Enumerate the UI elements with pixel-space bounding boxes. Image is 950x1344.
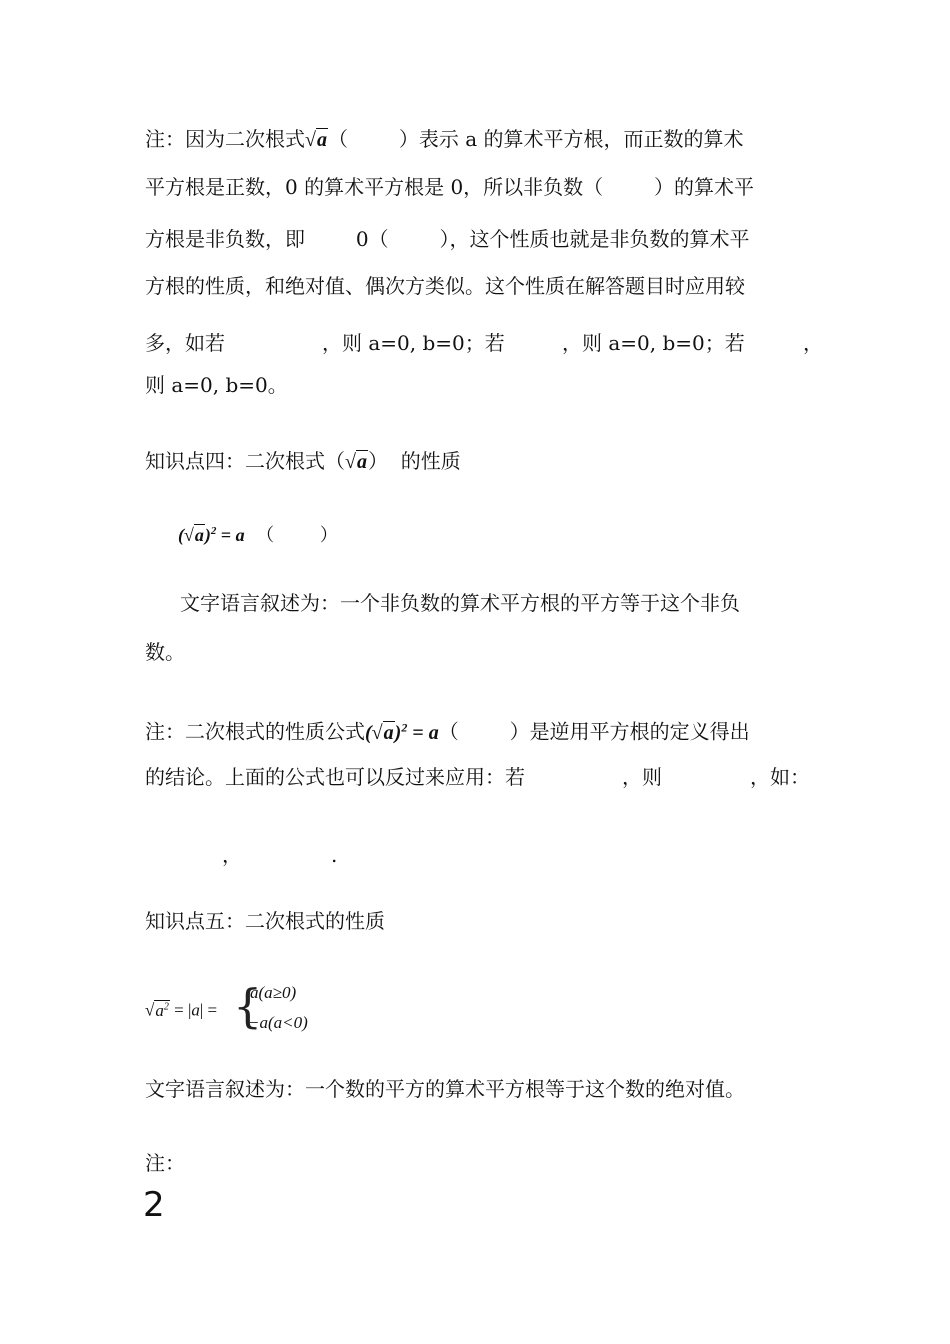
point5-desc: 文字语言叙述为：一个数的平方的算术平方根等于这个数的绝对值。 xyxy=(145,1077,745,1101)
point4-desc-line1: 文字语言叙述为：一个非负数的算术平方根的平方等于这个非负 xyxy=(180,591,740,615)
point4-heading: 知识点四：二次根式（√a） 的性质 xyxy=(145,449,461,473)
piecewise-case1: a(a≥0) xyxy=(250,983,297,1002)
note1-line1: 注：因为二次根式√a（ ）表示 a 的算术平方根，而正数的算术 xyxy=(145,127,744,151)
note1-line5a: 多，如若 xyxy=(145,331,225,355)
note1-line5d: ， xyxy=(803,331,823,355)
formula-sqrt-a-squared: $(√a)^2 = a$ xyxy=(365,720,439,744)
point5-note: 注： xyxy=(145,1151,185,1175)
note1-line3: 方根是非负数，即 0（ ），这个性质也就是非负数的算术平 xyxy=(145,227,750,251)
point4-desc-line2: 数。 xyxy=(145,640,185,664)
page-number: 2 xyxy=(143,1185,165,1225)
note2-line3a: ， xyxy=(222,843,242,867)
point4-formula: $(√a)^2 = a$ （ ） xyxy=(178,518,338,549)
sqrt-a-heading: √a xyxy=(345,451,367,473)
piecewise-case2: −a(a<0) xyxy=(248,1013,308,1032)
note1-line5b: ，则 a=0, b=0；若 xyxy=(322,331,505,355)
note2-line3b: . xyxy=(331,843,338,867)
note2-line2b: ，则 xyxy=(622,765,662,789)
point5-formula-left: $√a^2 = |a|$ = xyxy=(145,1000,218,1020)
sqrt-a-formula: √a xyxy=(305,129,327,151)
note1-line5c: ，则 a=0, b=0；若 xyxy=(562,331,745,355)
note2-line2a: 的结论。上面的公式也可以反过来应用：若 xyxy=(145,765,525,789)
point5-heading: 知识点五：二次根式的性质 xyxy=(145,909,385,933)
note1-line6: 则 a=0, b=0。 xyxy=(145,373,288,397)
note1-line4: 方根的性质，和绝对值、偶次方类似。这个性质在解答题目时应用较 xyxy=(145,274,745,298)
note2-line2c: ，如： xyxy=(750,765,810,789)
piecewise-brace: { xyxy=(233,979,263,1033)
note2-line1: 注：二次根式的性质公式$(√a)^2 = a$（ ）是逆用平方根的定义得出 xyxy=(145,719,750,744)
note1-line2: 平方根是正数，0 的算术平方根是 0，所以非负数（ ）的算术平 xyxy=(145,175,755,199)
sqrt-a-squared: √a xyxy=(184,525,204,545)
